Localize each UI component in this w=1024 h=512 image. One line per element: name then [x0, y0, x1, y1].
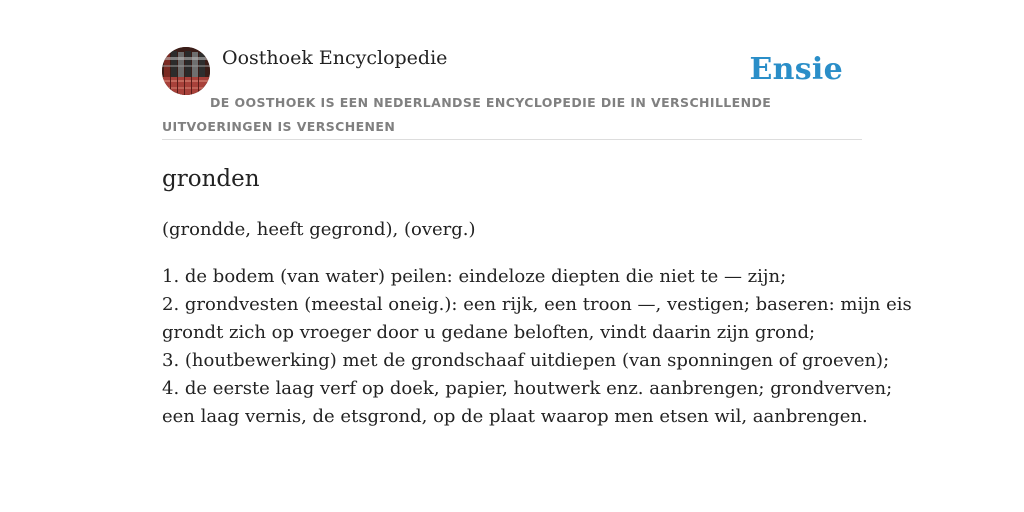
- definition-line: 1. de bodem (van water) peilen: eindeloze diepten die niet te — zijn;: [162, 266, 787, 287]
- brand-logo[interactable]: Ensie: [749, 52, 843, 87]
- site-header: [162, 46, 862, 140]
- site-title[interactable]: Oosthoek Encyclopedie: [222, 47, 448, 69]
- entry-title: gronden: [162, 166, 260, 192]
- definition-line: 3. (houtbewerking) met de grondschaaf uitdiepen (van sponningen of groeven);: [162, 350, 890, 371]
- book-spines-icon[interactable]: [162, 47, 210, 95]
- header-wrapper: [162, 46, 862, 140]
- definition-line: 4. de eerste laag verf op doek, papier, houtwerk enz. aanbrengen; grondverven;: [162, 378, 893, 399]
- entry-definitions: [162, 263, 912, 431]
- site-tagline: DE OOSTHOEK IS EEN NEDERLANDSE ENCYCLOPEDIE DIE IN VERSCHILLENDE UITVOERINGEN IS VERSCHENEN: [162, 95, 772, 134]
- definition-line: grondt zich op vroeger door u gedane beloften, vindt daarin zijn grond;: [162, 322, 816, 343]
- entry-grammar: (grondde, heeft gegrond), (overg.): [162, 219, 476, 240]
- definition-line: een laag vernis, de etsgrond, op de plaat waarop men etsen wil, aanbrengen.: [162, 406, 868, 427]
- definition-line: 2. grondvesten (meestal oneig.): een rijk, een troon —, vestigen; baseren: mijn eis: [162, 294, 912, 315]
